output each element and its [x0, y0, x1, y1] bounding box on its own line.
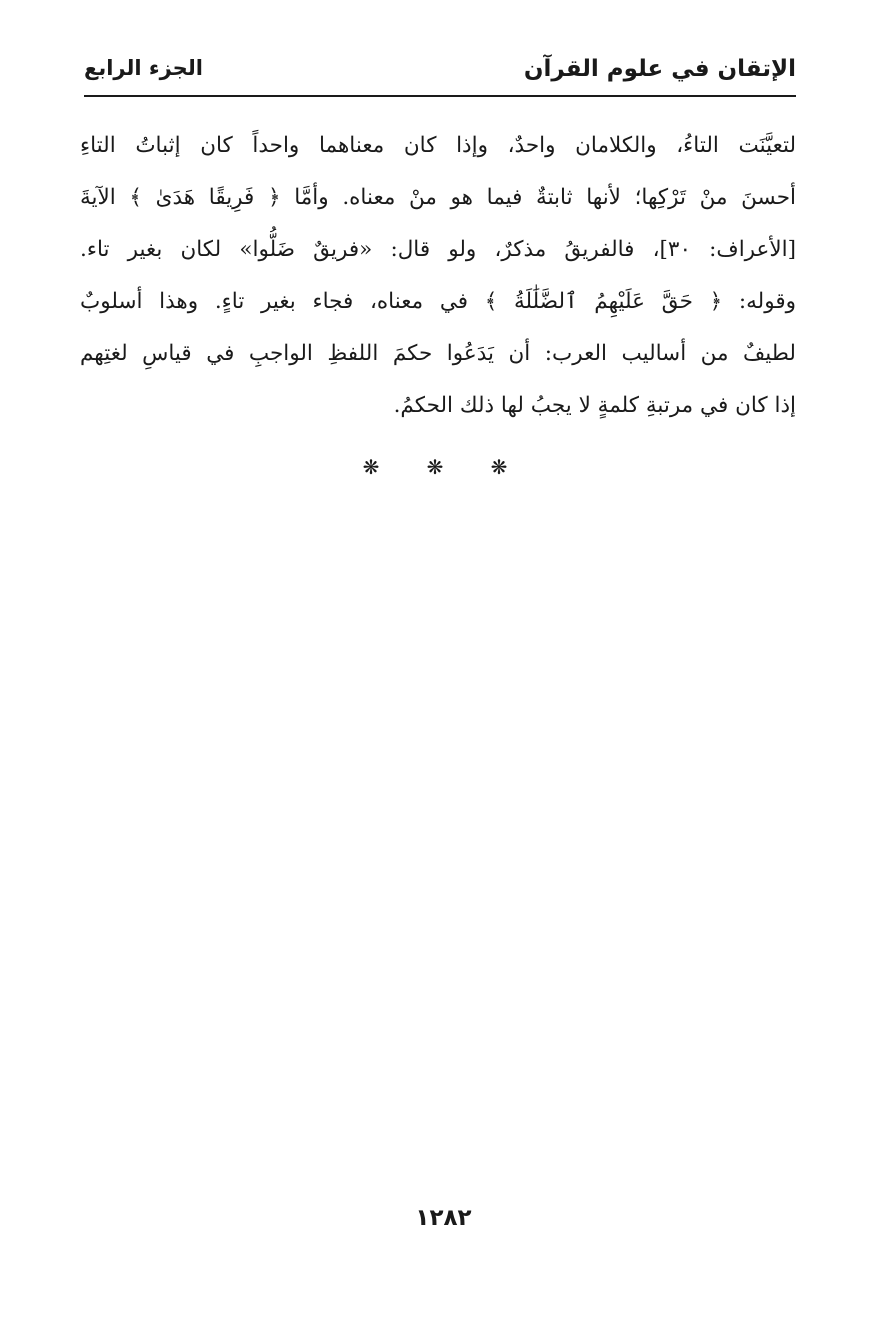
asterism-ornament: ❋	[490, 455, 508, 479]
page-number: ١٢٨٢	[415, 1205, 472, 1231]
header-divider	[84, 95, 796, 97]
text-line: لطيفٌ من أساليب العرب: أن يَدَعُوا حكمَ اللفظِ الواجبِ في قياسِ لغتِهم	[80, 341, 796, 366]
book-title: الإتقان في علوم القرآن	[523, 56, 796, 82]
text-line: وقوله: ﴿ حَقَّ عَلَيْهِمُ ٱلضَّلَٰلَةُ ﴾ في معناه، فجاء بغير تاءٍ. وهذا أسلوبٌ	[80, 289, 796, 314]
section-separator	[360, 455, 510, 479]
running-header	[84, 52, 796, 92]
text-line: لتعيَّنَت التاءُ، والكلامان واحدٌ، وإذا كان معناهما واحداً كان إثباتُ التاءِ	[80, 133, 796, 158]
volume-label: الجزء الرابع	[84, 56, 203, 80]
asterism-ornament: ❋	[362, 455, 380, 479]
body-paragraph	[80, 120, 796, 432]
text-line: أحسنَ منْ تَرْكِها؛ لأنها ثابتةٌ فيما هو منْ معناه. وأمَّا ﴿ فَرِيقًا هَدَىٰ ﴾ الآيةَ	[80, 185, 796, 210]
text-line: إذا كان في مرتبةِ كلمةٍ لا يجبُ لها ذلك الحكمُ.	[393, 393, 796, 418]
text-line: [الأعراف: ٣٠]، فالفريقُ مذكرٌ، ولو قال: «فريقٌ ضَلُّوا» لكان بغير تاء.	[80, 237, 796, 262]
asterism-ornament: ❋	[426, 455, 444, 479]
